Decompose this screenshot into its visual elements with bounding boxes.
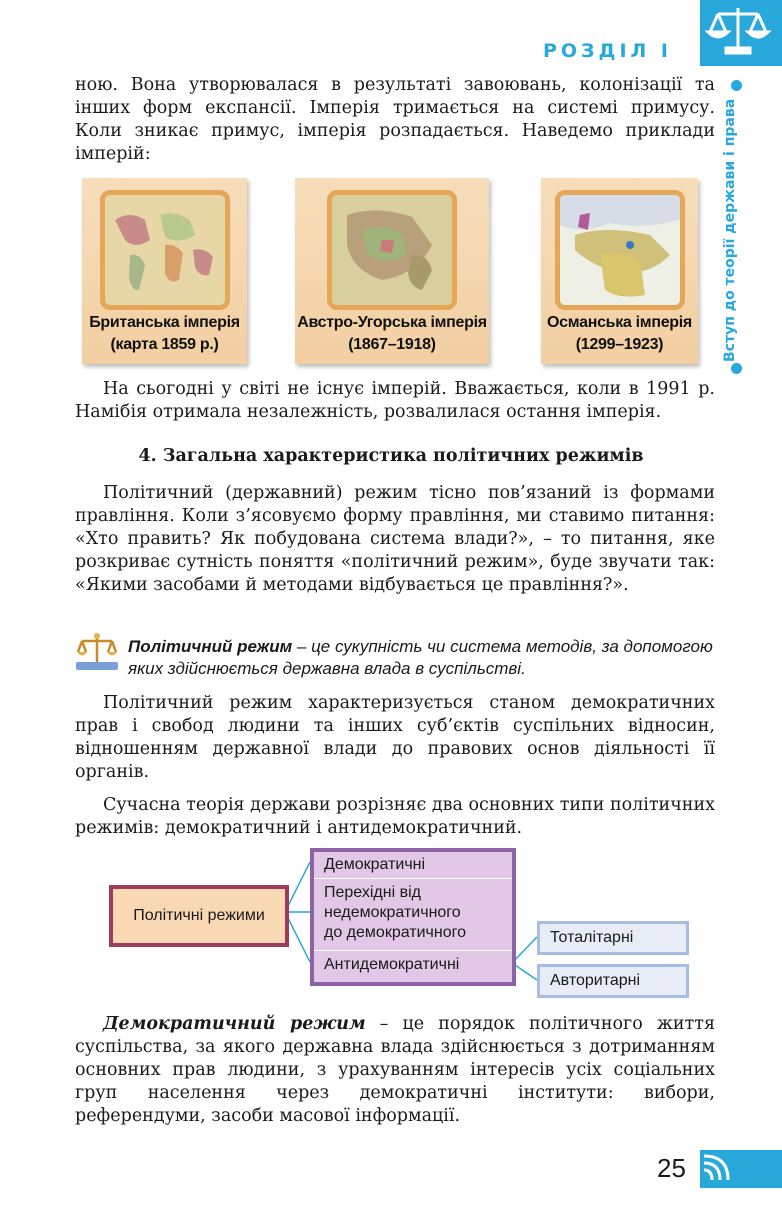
section-heading: 4. Загальна характеристика політичних режимів xyxy=(138,446,644,466)
page-tab xyxy=(700,1150,782,1188)
paragraph-6 xyxy=(75,1013,715,1128)
corner-tab xyxy=(700,0,782,66)
diagram-transitional-line: недемократичного xyxy=(324,904,461,921)
map-caption-date: (карта 1859 р.) xyxy=(110,336,219,353)
page-number: 25 xyxy=(657,1153,686,1183)
paragraph-5: Сучасна теорія держави розрізняє два основних типи політичних режимів: демократичний і антидемократичний. xyxy=(75,795,715,838)
divider xyxy=(314,878,512,879)
definition-text: – це сукупність чи система методів, за допомогою яких здійснюється державна влада в суспільстві. xyxy=(128,637,713,678)
diagram-transitional-line: Перехідні від xyxy=(324,884,421,901)
paragraph-6-text: – це порядок політичного життя суспільства, за якого державна влада здійснюється з дотриманням основних прав людини, з урахуванням інтересів усіх соціальних груп населення через демократичні інститути: вибори, референдуми, засоби масової інформації. xyxy=(75,1014,715,1126)
ottoman-map-icon xyxy=(555,190,685,310)
term-democratic-regime: Демократичний режим xyxy=(103,1014,366,1034)
diagram-antidemocratic: Антидемократичні xyxy=(324,956,460,973)
signal-waves-icon xyxy=(700,1150,782,1188)
diagram-democratic: Демократичні xyxy=(324,856,426,873)
map-caption-title: Австро-Угорська імперія xyxy=(297,314,487,331)
definition-term: Політичний режим xyxy=(128,637,293,656)
definition xyxy=(128,636,728,680)
world-map-icon xyxy=(100,190,230,310)
diagram-transitional xyxy=(324,883,506,943)
paragraph-1: ною. Вона утворювалася в результаті завоювань, колонізації та інших форм експансії. Імперія тримається на системі примусу. Коли зникає примус, імперія розпадається. Наведемо приклади імперій: xyxy=(75,75,715,164)
side-dot-bottom xyxy=(731,363,742,374)
diagram-authoritarian: Авторитарні xyxy=(537,964,689,998)
side-chapter-title: Вступ до теорії держави і права xyxy=(722,98,738,362)
diagram-transitional-line: до демократичного xyxy=(324,924,466,941)
scales-icon xyxy=(74,632,120,672)
paragraph-4: Політичний режим характеризується станом демократичних прав і свобод людини та інших суб’єктів суспільних відносин, відношенням державної влади до правових основ діяльності її органів. xyxy=(75,693,715,782)
diagram-totalitarian: Тоталітарні xyxy=(537,921,689,955)
europe-map-icon xyxy=(327,190,457,310)
paragraph-3: Політичний (державний) режим тісно пов’язаний із формами правління. Коли з’ясовуємо форму правління, ми ставимо питання: «Хто править? Як побудована система влади?», – то питання, яке розкриває сутність поняття «політичний режим», буде звучати так: «Якими засобами й методами відбувається це правління?». xyxy=(75,483,715,595)
map-card-ottoman xyxy=(541,178,698,364)
section-label: РОЗДІЛ І xyxy=(542,40,672,62)
map-caption-date: (1867–1918) xyxy=(348,336,436,353)
diagram-root: Політичні режими xyxy=(109,885,289,947)
divider xyxy=(314,950,512,951)
diagram-middle-box xyxy=(310,848,516,986)
map-card-british xyxy=(82,178,247,364)
paragraph-2: На сьогодні у світі не існує імперій. Вважається, коли в 1991 р. Намібія отримала незалежність, розвалилася остання імперія. xyxy=(75,379,715,422)
map-caption-title: Британська імперія xyxy=(89,314,240,331)
map-caption-title: Османська імперія xyxy=(547,314,692,331)
scales-icon xyxy=(700,0,782,66)
map-caption-date: (1299–1923) xyxy=(575,336,664,353)
map-card-austro-hungarian xyxy=(295,178,489,364)
